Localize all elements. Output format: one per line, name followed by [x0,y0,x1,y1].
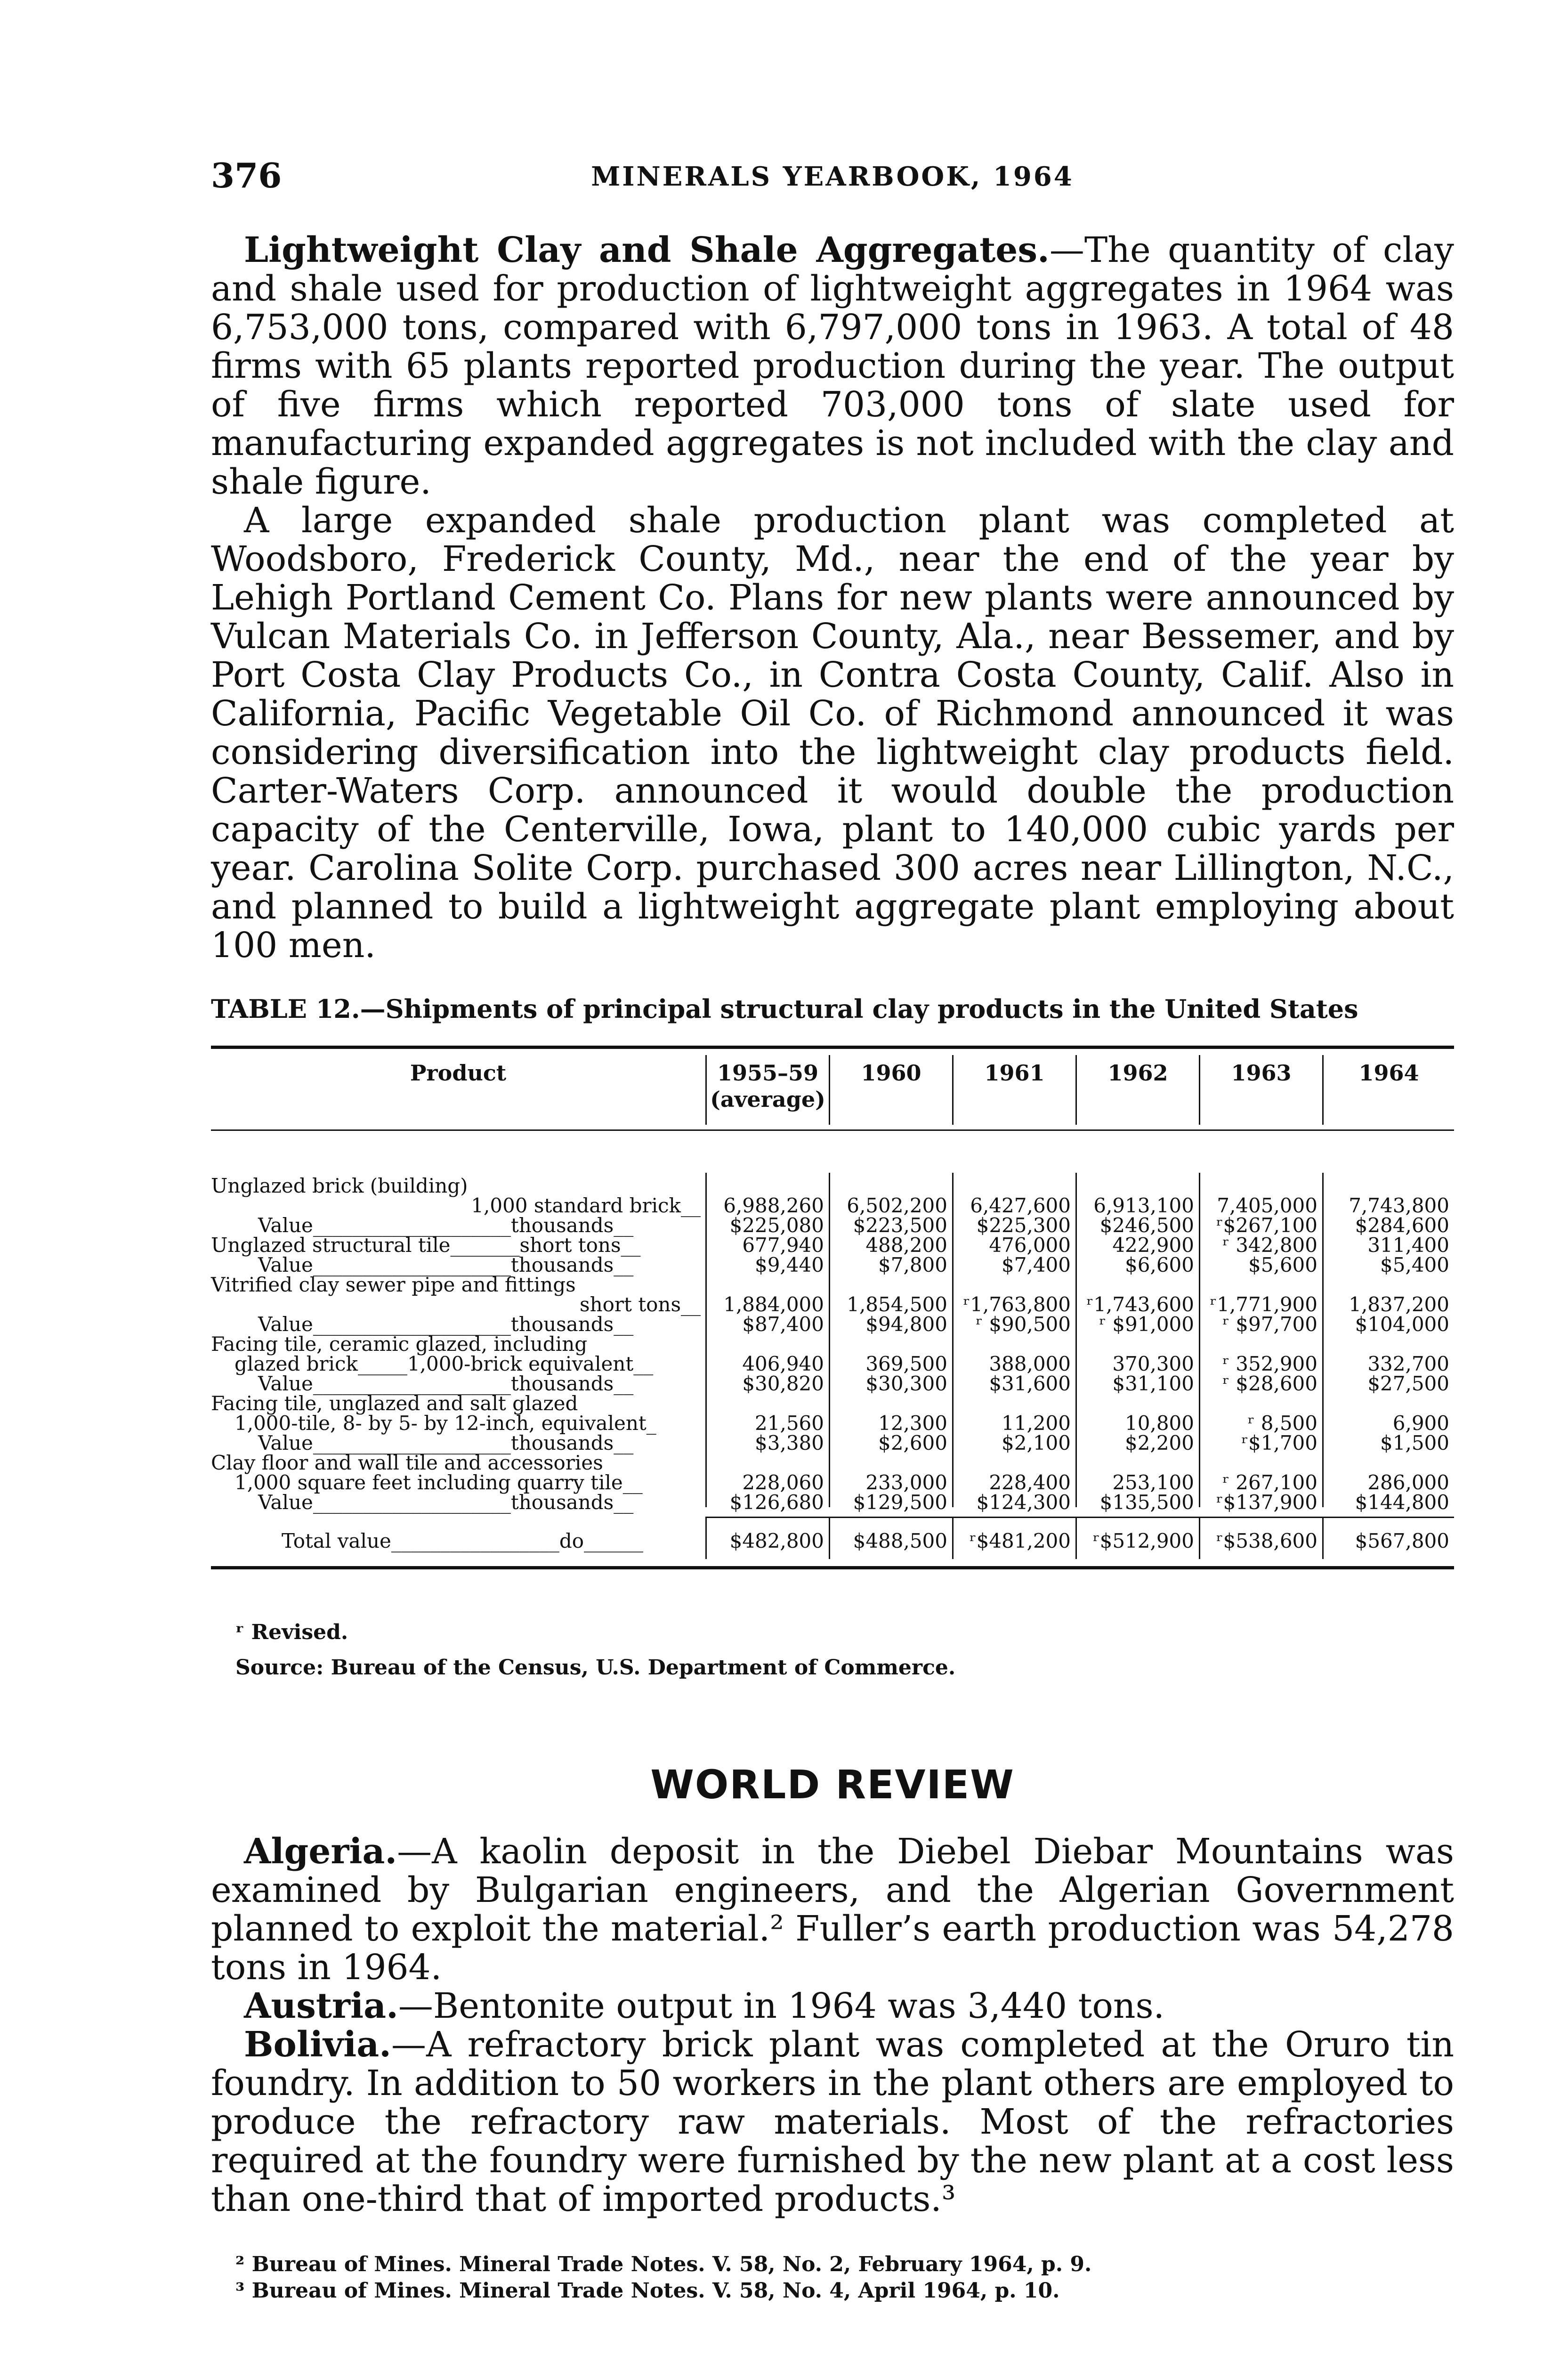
table-cell: $144,800 [1355,1491,1449,1514]
note-source: Source: Bureau of the Census, U.S. Department of Commerce. [235,1656,956,1680]
row-label: Facing tile, ceramic glazed, including [211,1332,588,1356]
table-cell: $246,500 [1099,1214,1194,1237]
table-cell: $30,300 [865,1372,947,1395]
row-label: Value____________________thousands__ [258,1313,634,1336]
table-cell: $87,400 [742,1313,824,1336]
table-cell: $135,500 [1099,1491,1194,1514]
table-cell: $31,600 [989,1372,1071,1395]
total-cell: ʳ$481,200 [970,1529,1071,1552]
lead-lightweight-aggregates: Lightweight Clay and Shale Aggregates. [244,230,1050,270]
bolivia-text: —A refractory brick plant was completed at the Oruro tin foundry. In addition to 50 workers in the plant others are employed to produce the refractory raw materials. Most of the refractories required at the foundry were furnished by the new plant at a cost less than one-third that of imported products.³ [211,2024,1454,2219]
total-label: Total value_________________do______ [282,1529,644,1552]
row-label: Facing tile, unglazed and salt glazed [211,1392,578,1415]
row-label: glazed brick_____1,000-brick equivalent__ [234,1352,654,1375]
paragraph-text: —The quantity of clay and shale used for production of lightweight aggregates in 1964 was 6,753,000 tons, compared with 6,797,000 tons in 1963. A total of 48 firms with 65 plants reported production during the year. The output of five firms which reported 703,000 tons of slate used for manufacturing expanded aggregates is not included with the clay and shale figure. [211,230,1454,502]
table-cell: 370,300 [1112,1352,1194,1375]
table-cell: 6,988,260 [723,1194,824,1217]
table-cell: 1,884,000 [723,1293,824,1316]
table-cell: 286,000 [1367,1471,1449,1494]
running-title: MINERALS YEARBOOK, 1964 [591,161,1074,192]
paragraph-algeria [211,1832,1454,1987]
lead-algeria: Algeria. [244,1831,397,1872]
table-cell: 1,837,200 [1349,1293,1449,1316]
table-cell: $30,820 [742,1372,824,1395]
note-revised: ʳ Revised. [235,1620,348,1644]
section-title-world-review: WORLD REVIEW [650,1762,1015,1808]
row-label: Value____________________thousands__ [258,1372,634,1395]
table-cell: ʳ $91,000 [1099,1313,1194,1336]
table-cell: 6,427,600 [970,1194,1071,1217]
total-cell: $567,800 [1355,1529,1449,1552]
table-cell: 677,940 [742,1234,824,1257]
table-cell: $284,600 [1355,1214,1449,1237]
footnote-2: ² Bureau of Mines. Mineral Trade Notes. V. 58, No. 2, February 1964, p. 9. [235,2252,1092,2276]
table-cell: 332,700 [1367,1352,1449,1375]
table-cell: $6,600 [1125,1253,1194,1276]
row-label: Value____________________thousands__ [258,1214,634,1237]
header-1955-59-average: (average) [710,1087,825,1112]
header-bottom-rule [211,1129,1454,1131]
table-cell: $94,800 [865,1313,947,1336]
row-label: Vitrified clay sewer pipe and fittings [211,1273,576,1296]
header-product: Product [410,1060,507,1086]
table-cell: $5,400 [1380,1253,1449,1276]
table-cell: 6,913,100 [1093,1194,1194,1217]
table-cell: ʳ $28,600 [1222,1372,1317,1395]
table-bottom-rule [211,1566,1454,1569]
table-cell: 311,400 [1367,1234,1449,1257]
table-cell: $1,500 [1380,1431,1449,1454]
table-cell: 476,000 [989,1234,1071,1257]
header-1962: 1962 [1107,1060,1168,1086]
table-cell: $5,600 [1248,1253,1317,1276]
table-cell: 12,300 [878,1412,947,1435]
header-1955-59 [707,1060,829,1113]
table-cell: $2,100 [1002,1431,1071,1454]
total-cell: ʳ$512,900 [1093,1529,1194,1552]
table-cell: 228,060 [742,1471,824,1494]
intro-section [211,231,1454,965]
table-cell: ʳ1,771,900 [1210,1293,1317,1316]
row-label: 1,000-tile, 8- by 5- by 12-inch, equivalent_ [234,1412,656,1435]
table-cell: 7,405,000 [1217,1194,1317,1217]
lead-bolivia: Bolivia. [244,2024,391,2065]
table-cell: 488,200 [865,1234,947,1257]
table-cell: $124,300 [976,1491,1071,1514]
table-cell: 6,502,200 [847,1194,947,1217]
paragraph-new-plants: A large expanded shale production plant was completed at Woodsboro, Frederick County, Md., near the end of the year by Lehigh Portland Cement Co. Plans for new plants were announced by Vulcan Materials Co. in Jefferson County, Ala., near Bessemer, and by Port Costa Clay Products Co., in Contra Costa County, Calif. Also in California, Pacific Vegetable Oil Co. of Richmond announced it was considering diversification into the lightweight clay products field. Carter-Waters Corp. announced it would double the production capacity of the Centerville, Iowa, plant to 140,000 cubic yards per year. Carolina Solite Corp. purchased 300 acres near Lillington, N.C., and planned to build a lightweight aggregate plant employing about 100 men. [211,500,1454,966]
table-cell: 253,100 [1112,1471,1194,1494]
table-cell: ʳ $97,700 [1222,1313,1317,1336]
total-rule [705,1517,1454,1518]
table-cell: 10,800 [1125,1412,1194,1435]
header-1955-59-years: 1955–59 [717,1060,819,1086]
row-label: Clay floor and wall tile and accessories [211,1451,603,1474]
table-cell: $31,100 [1112,1372,1194,1395]
paragraph-austria [211,1987,1454,2025]
footnotes [235,2251,1091,2304]
table-cell: ʳ$267,100 [1216,1214,1317,1237]
row-label: Value____________________thousands__ [258,1431,634,1454]
table-cell: $225,080 [729,1214,824,1237]
table-cell: $7,400 [1002,1253,1071,1276]
table-cell: $9,440 [755,1253,824,1276]
table-cell: ʳ 352,900 [1222,1352,1317,1375]
row-label: short tons__ [580,1293,701,1316]
row-label: Value____________________thousands__ [258,1253,634,1276]
table-cell: 406,940 [742,1352,824,1375]
table-cell: $129,500 [853,1491,947,1514]
shipments-table [211,1046,1454,1663]
table-cell: 233,000 [865,1471,947,1494]
row-label: Value____________________thousands__ [258,1491,634,1514]
table-cell: $2,200 [1125,1431,1194,1454]
table-cell: $7,800 [878,1253,947,1276]
paragraph-bolivia [211,2025,1454,2218]
table-cell: ʳ $90,500 [976,1313,1071,1336]
row-label: 1,000 square feet including quarry tile__ [234,1471,643,1494]
table-cell: $104,000 [1355,1313,1449,1336]
table-cell: $126,680 [729,1491,824,1514]
table-cell: $225,300 [976,1214,1071,1237]
total-cell: $482,800 [729,1529,824,1552]
header-1961: 1961 [984,1060,1045,1086]
table-cell: 1,854,500 [847,1293,947,1316]
running-head [211,155,1454,203]
table-cell: 369,500 [865,1352,947,1375]
table-top-rule [211,1046,1454,1049]
table-caption: TABLE 12.—Shipments of principal structural clay products in the United States [211,994,1358,1024]
table-cell: ʳ$137,900 [1216,1491,1317,1514]
table-cell: $3,380 [755,1431,824,1454]
table-cell: ʳ$1,700 [1241,1431,1317,1454]
row-label: 1,000 standard brick__ [471,1194,701,1217]
table-cell: $2,600 [878,1431,947,1454]
table-cell: 11,200 [1002,1412,1071,1435]
table-cell: ʳ1,763,800 [963,1293,1071,1316]
table-cell: ʳ1,743,600 [1086,1293,1194,1316]
table-cell: $223,500 [853,1214,947,1237]
header-1963: 1963 [1231,1060,1292,1086]
table-cell: 388,000 [989,1352,1071,1375]
row-label: Unglazed brick (building) [211,1174,468,1197]
world-review-section [211,1832,1454,2218]
header-1960: 1960 [861,1060,921,1086]
table-cell: 6,900 [1392,1412,1449,1435]
table-cell: 422,900 [1112,1234,1194,1257]
page-number: 376 [211,155,282,195]
footnote-3: ³ Bureau of Mines. Mineral Trade Notes. V. 58, No. 4, April 1964, p. 10. [235,2279,1060,2303]
header-1964: 1964 [1358,1060,1419,1086]
algeria-text: —A kaolin deposit in the Diebel Diebar Mountains was examined by Bulgarian engineers, and the Algerian Government planned to exploit the material.² Fuller’s earth production was 54,278 tons in 1964. [211,1831,1454,1988]
row-label: Unglazed structural tile_______short tons__ [211,1234,641,1257]
paragraph-lightweight-aggregates [211,231,1454,501]
austria-text: —Bentonite output in 1964 was 3,440 tons. [398,1986,1165,2026]
lead-austria: Austria. [244,1986,398,2026]
total-cell: $488,500 [853,1529,947,1552]
table-cell: 7,743,800 [1349,1194,1449,1217]
table-cell: $27,500 [1367,1372,1449,1395]
table-cell: 21,560 [755,1412,824,1435]
table-cell: ʳ 267,100 [1222,1471,1317,1494]
table-cell: 228,400 [989,1471,1071,1494]
total-cell: ʳ$538,600 [1216,1529,1317,1552]
table-cell: ʳ 8,500 [1247,1412,1317,1435]
table-cell: ʳ 342,800 [1222,1234,1317,1257]
